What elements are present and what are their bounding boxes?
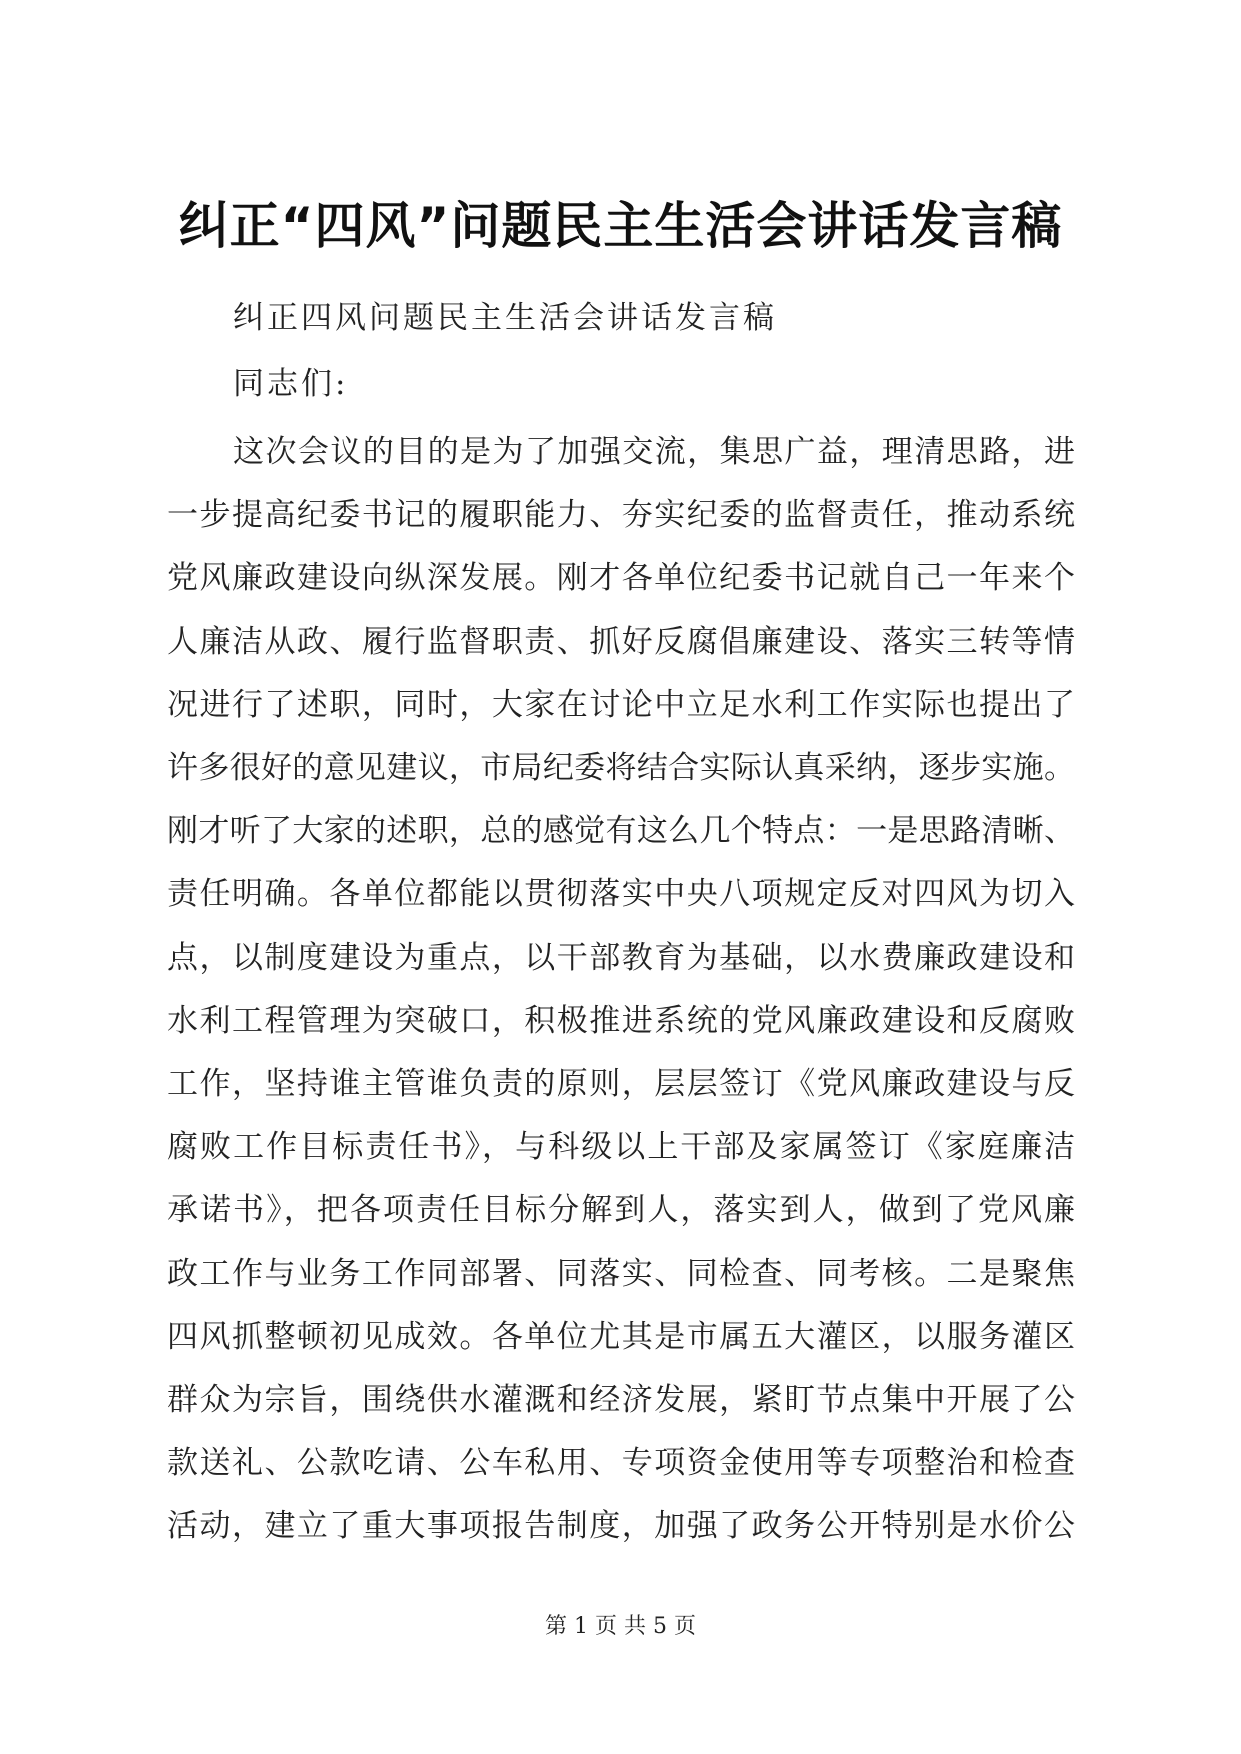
body-line: 党风廉政建设向纵深发展。刚才各单位纪委书记就自己一年来个 <box>167 560 1075 597</box>
body-line: 况进行了述职，同时，大家在讨论中立足水利工作实际也提出了 <box>167 686 1075 723</box>
body-line: 腐败工作目标责任书》，与科级以上干部及家属签订《家庭廉洁 <box>167 1129 1075 1166</box>
body-line: 活动，建立了重大事项报告制度，加强了政务公开特别是水价公 <box>167 1508 1075 1545</box>
document-subtitle: 纠正四风问题民主生活会讲话发言稿 <box>233 300 777 336</box>
body-line: 款送礼、公款吃请、公车私用、专项资金使用等专项整治和检查 <box>167 1445 1075 1482</box>
body-line: 水利工程管理为突破口，积极推进系统的党风廉政建设和反腐败 <box>167 1002 1075 1039</box>
body-line: 承诺书》，把各项责任目标分解到人，落实到人，做到了党风廉 <box>167 1192 1075 1229</box>
body-line: 许多很好的意见建议，市局纪委将结合实际认真采纳，逐步实施。 <box>167 750 1075 786</box>
body-line: 点，以制度建设为重点，以干部教育为基础，以水费廉政建设和 <box>167 939 1075 976</box>
body-line: 政工作与业务工作同部署、同落实、同检查、同考核。二是聚焦 <box>167 1255 1075 1292</box>
body-line: 责任明确。各单位都能以贯彻落实中央八项规定反对四风为切入 <box>167 876 1075 913</box>
page-footer: 第 1 页 共 5 页 <box>545 1614 696 1639</box>
body-line: 一步提高纪委书记的履职能力、夯实纪委的监督责任，推动系统 <box>167 497 1075 534</box>
body-line: 工作，坚持谁主管谁负责的原则，层层签订《党风廉政建设与反 <box>167 1066 1075 1102</box>
body-line: 四风抓整顿初见成效。各单位尤其是市属五大灌区，以服务灌区 <box>167 1318 1075 1355</box>
body-line: 这次会议的目的是为了加强交流，集思广益，理清思路，进 <box>233 434 1075 470</box>
document-title: 纠正“四风”问题民主生活会讲话发言稿 <box>178 197 1063 255</box>
greeting: 同志们: <box>233 366 349 402</box>
body-line: 刚才听了大家的述职，总的感觉有这么几个特点：一是思路清晰、 <box>167 813 1075 850</box>
body-line: 群众为宗旨，围绕供水灌溉和经济发展，紧盯节点集中开展了公 <box>167 1382 1075 1418</box>
body-line: 人廉洁从政、履行监督职责、抓好反腐倡廉建设、落实三转等情 <box>167 623 1075 660</box>
